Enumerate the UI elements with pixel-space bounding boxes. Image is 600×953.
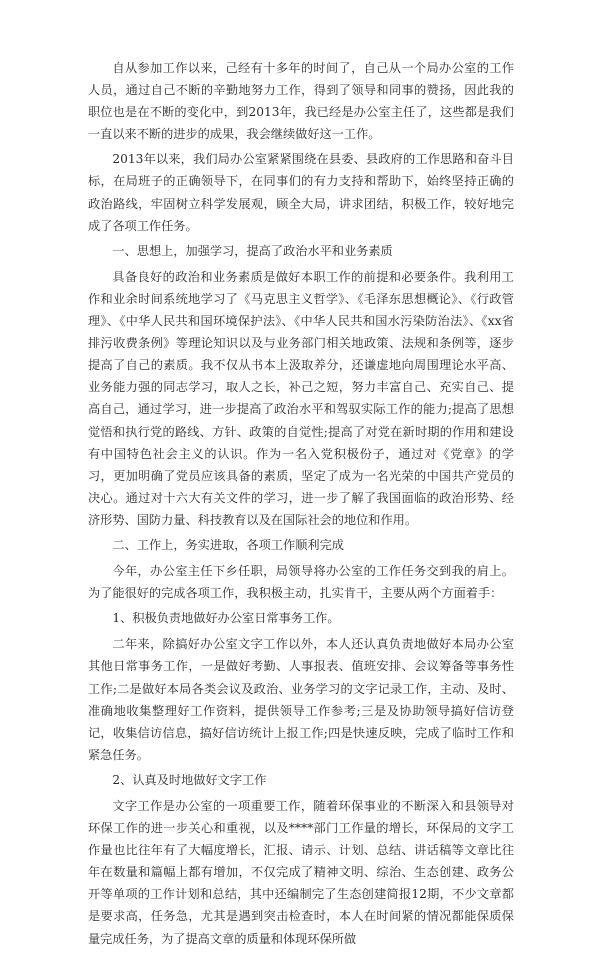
subheading-writing-work: 2、认真及时地做好文字工作 <box>112 772 267 787</box>
subheading-daily-affairs: 1、积极负责地做好办公室日常事务工作。 <box>112 611 340 626</box>
writing-work-paragraph: 文字工作是办公室的一项重要工作，随着环保事业的不断深入和县领导对环保工作的进一步关心和重视，以及****部门工作量的增长，环保局的文字工作量也比往年有了大幅度增长，汇报、请示、计划、总结、讲话稿等文章比往年在数量和篇幅上都有增加，不仅完成了精神文明、综治、生态创建、政务公开等单项的工作计划和总结，其中还编制完了生态创建简报12期，不少文章都是要求高，任务急，尤其是遇到突击检查时，本人在时间紧的情况都能保质保量完成任务，为了提高文章的质量和体现环保所做 <box>88 799 514 946</box>
section-heading-work: 二、工作上，务实进取，各项工作顺利完成 <box>112 537 344 552</box>
work-intro-paragraph: 今年，办公室主任下乡任职，局领导将办公室的工作任务交到我的肩上。为了能很好的完成各项工作，我积极主动，扎实肯干，主要从两个方面着手： <box>88 564 514 601</box>
document-body <box>88 57 514 953</box>
daily-affairs-paragraph: 二年来，除搞好办公室文字工作以外，本人还认真负责地做好本局办公室其他日常事务工作，一是做好考勤、人事报表、值班安排、会议筹备等事务性工作;二是做好本局各类会议及政治、业务学习的文字记录工作，主动、及时、准确地收集整理好工作资料，提供领导工作参考;三是及协助领导搞好信访登记，收集信访信息，搞好信访统计上报工作;四是快速反映，完成了临时工作和紧急任务。 <box>88 637 514 762</box>
intro-paragraph: 自从参加工作以来，己经有十多年的时间了，自己从一个局办公室的工作人员，通过自己不断的辛勤地努力工作，得到了领导和同事的赞扬，因此我的职位也是在不断的变化中，到2013年，我已经是办公室主任了，这些都是我们一直以来不断的进步的成果，我会继续做好这一工作。 <box>88 61 514 142</box>
section-heading-thinking: 一、思想上，加强学习，提高了政治水平和业务素质 <box>112 243 393 258</box>
study-paragraph: 具备良好的政治和业务素质是做好本职工作的前提和必要条件。我利用工作和业余时间系统地学习了《马克思主义哲学》、《毛泽东思想概论》、《行政管理》、《中华人民共和国环境保护法》、《中华人民共和国水污染防治法》、《xx省排污收费条例》等理论知识以及与业务部门相关地政策、法规和条例等，逐步提高了自己的素质。我不仅从书本上汲取养分，还谦虚地向周围理论水平高、业务能力强的同志学习，取人之长，补己之短，努力丰富自己、充实自己、提高自己，通过学习，进一步提高了政治水平和驾驭实际工作的能力;提高了思想觉悟和执行党的路线、方针、政策的自觉性;提高了对党在新时期的作用和建设有中国特色社会主义的认识。作为一名入党积极份子，通过对《党章》的学习，更加明确了党员应该具备的素质，坚定了成为一名光荣的中国共产党员的决心。通过对十六大有关文件的学习，进一步了解了我国面临的政治形势、经济形势、国防力量、科技教育以及在国际社会的地位和作用。 <box>88 269 514 527</box>
summary-paragraph: 2013年以来，我们局办公室紧紧围绕在县委、县政府的工作思路和奋斗目标，在局班子的正确领导下，在同事们的有力支持和帮助下，始终坚持正确的政治路线，牢固树立科学发展观，顾全大局，讲求团结，积极工作，较好地完成了各项工作任务。 <box>88 152 514 233</box>
